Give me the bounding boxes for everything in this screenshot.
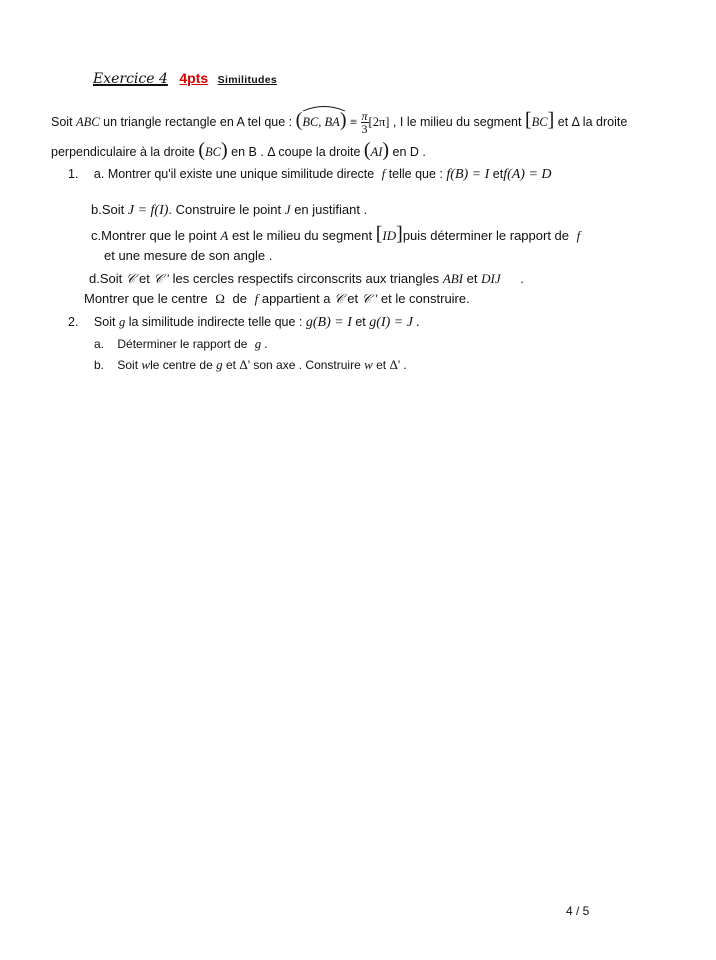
equiv-symbol: ≡ — [349, 115, 358, 129]
text: a. Montrer qu'il existe une unique similitude directe — [93, 167, 375, 181]
text: est le milieu du segment — [231, 228, 373, 243]
fraction-pi-3: $\frac{\pi}{3}$ — [361, 109, 368, 137]
math-delta-prime: Δ' . — [389, 357, 407, 372]
topic-label: Similitudes — [217, 74, 277, 86]
math-gb: g(B) = I — [305, 315, 352, 330]
circle-c: 𝒞 — [334, 291, 344, 306]
math-g: g . — [254, 336, 268, 351]
text: Déterminer le rapport de — [117, 337, 248, 351]
q1-d-line-2 — [84, 289, 470, 309]
q1-number: 1. — [68, 167, 79, 181]
math-w: w — [141, 357, 151, 372]
math-j-eq: J = f(I) — [127, 203, 169, 218]
q1-c: c.Montrer que le point A est le milieu du segment [ID]puis déterminer le rapport de f — [91, 223, 581, 245]
triangle-abi: ABI — [442, 271, 464, 286]
text: telle que : — [388, 167, 443, 181]
line-bc: BC — [205, 145, 221, 159]
text: son axe . Construire — [253, 358, 361, 372]
q2 — [68, 311, 420, 334]
math-w: w — [364, 357, 373, 372]
text: un triangle rectangle en A tel que : — [103, 115, 293, 129]
text: et le construire. — [380, 291, 470, 306]
circle-c-prime: 𝒞 ' — [153, 271, 169, 286]
text: Soit — [117, 358, 139, 372]
intro-line-1: Soit ABC un triangle rectangle en A tel que : ( BC, BA) ≡ $\frac{\pi}{3}$ [2π] , I le milieu du segment [BC] et Δ la droite — [51, 110, 627, 135]
triangle-dij: DIJ — [481, 271, 501, 286]
circle-c: 𝒞 — [125, 271, 136, 286]
line-ai: AI — [370, 145, 383, 159]
text: , I le milieu du segment — [392, 115, 522, 129]
text: et — [466, 271, 478, 286]
text: et — [492, 167, 504, 181]
math-f: f — [381, 167, 386, 181]
points-label: 4pts — [179, 70, 209, 86]
page-number: 4 / 5 — [566, 904, 590, 918]
q2-b — [94, 355, 407, 375]
item-marker: b. — [94, 358, 105, 372]
text: les cercles respectifs circonscrits aux triangles — [172, 271, 440, 286]
math-gi: g(I) = J . — [369, 315, 420, 330]
text: Soit — [93, 315, 116, 329]
text: Montrer que le centre — [84, 291, 208, 306]
q1-c-line-2: et une mesure de son angle . — [104, 248, 273, 263]
math-g: g — [216, 357, 223, 372]
text: d.Soit — [89, 271, 123, 286]
text: perpendiculaire à la droite — [51, 145, 195, 159]
text: et Δ la droite — [557, 115, 628, 129]
segment-bc: BC — [531, 115, 548, 129]
math-a: A — [220, 228, 229, 243]
math-delta-prime: Δ' — [239, 357, 251, 372]
text: et — [347, 291, 359, 306]
q2-a — [94, 334, 268, 354]
text: et — [225, 358, 236, 372]
text: en D . — [392, 145, 426, 159]
text: et — [355, 315, 366, 329]
q1-b — [91, 199, 367, 222]
math-f: f — [254, 291, 259, 306]
text: en B . Δ coupe la droite — [231, 145, 361, 159]
q1-d — [89, 268, 524, 290]
modulo: [2π] — [368, 115, 390, 129]
math-abc: ABC — [76, 115, 100, 129]
segment-id: ID — [382, 228, 397, 243]
angle-expression: BC, BA — [302, 111, 340, 133]
math-fa: f(A) = D — [503, 167, 552, 182]
q1-a — [68, 163, 552, 186]
text: et — [138, 271, 150, 286]
math-omega: Ω — [215, 291, 225, 306]
text: le centre de — [150, 358, 213, 372]
text: c.Montrer que le point — [91, 228, 217, 243]
intro-line-2: perpendiculaire à la droite (BC) en B . Δ coupe la droite (AI) en D . — [51, 139, 426, 161]
math-fb: f(B) = I — [446, 167, 490, 182]
math-j: J — [284, 202, 291, 217]
text: puis déterminer le rapport de — [402, 228, 570, 243]
q2-number: 2. — [68, 315, 79, 329]
circle-c-prime: 𝒞 ' — [361, 291, 378, 306]
math-g: g — [118, 315, 126, 329]
text: et — [376, 358, 387, 372]
text: la similitude indirecte telle que : — [128, 315, 303, 329]
text: b.Soit — [91, 202, 125, 217]
exercise-label: Exercice 4 — [93, 71, 168, 87]
math-f: f — [576, 228, 581, 243]
text: . — [520, 271, 524, 286]
text: en justifiant . — [294, 202, 368, 217]
text: de — [232, 291, 247, 306]
text: Soit — [51, 115, 73, 129]
text: . Construire le point — [168, 202, 282, 217]
text: appartient a — [261, 291, 331, 306]
item-marker: a. — [94, 337, 105, 351]
exercise-title — [93, 70, 277, 87]
